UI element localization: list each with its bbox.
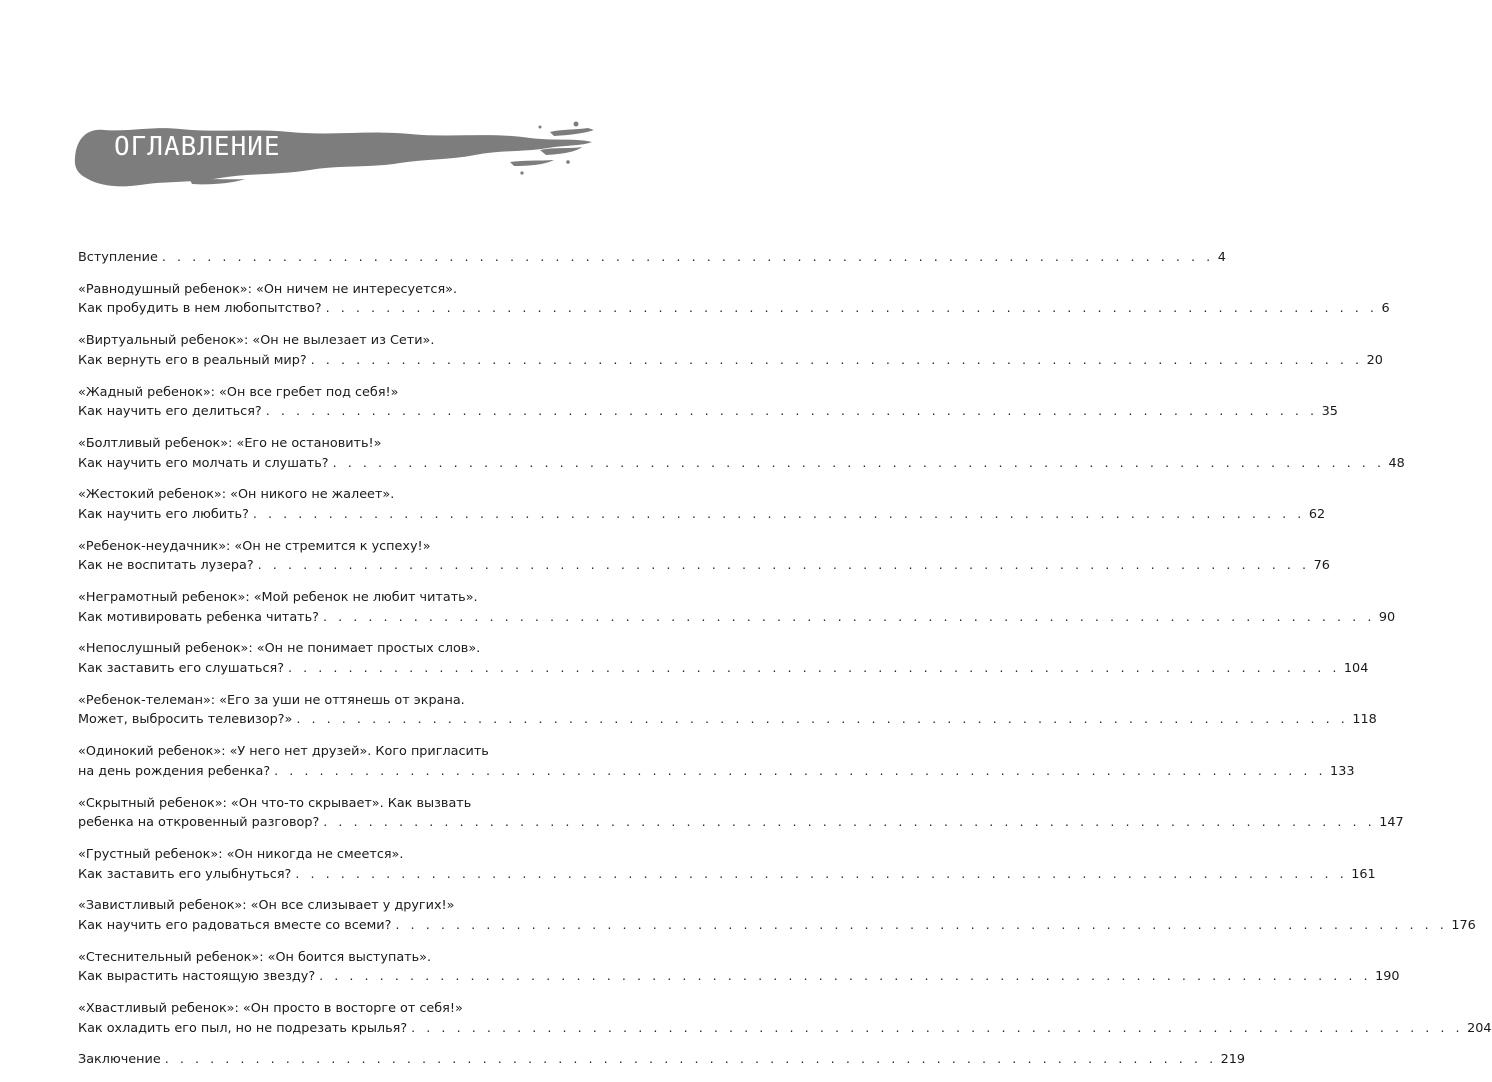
toc-entry-title-line: на день рождения ребенка?	[78, 763, 271, 779]
toc-entry[interactable]	[78, 1050, 1246, 1070]
toc-entry[interactable]	[78, 331, 1383, 370]
toc-entry-last-line	[78, 813, 1404, 833]
toc-entry-last-line	[78, 762, 1355, 782]
dot-leader: . . . . . . . . . . . . . . . . . . . . . . . . . . . . . . . . . . . . . . . . . . . . . . . . . . . . . . . . . . . . . . . . . . . . . .	[319, 969, 1372, 985]
toc-entry-title-line: Как пробудить в нем любопытство?	[78, 301, 322, 317]
toc-entry-last-line	[78, 608, 1396, 628]
toc-page-number: 147	[1379, 815, 1404, 831]
toc-entry-title-line: Как вернуть его в реальный мир?	[78, 352, 307, 368]
toc-entry[interactable]	[78, 999, 1492, 1038]
toc-entry-title-line: Вступление	[78, 250, 158, 265]
table-of-contents	[78, 248, 1492, 1082]
toc-page-number: 161	[1351, 866, 1376, 882]
toc-entry-title-line: «Виртуальный ребенок»: «Он не вылезает из Сети».	[78, 333, 435, 349]
toc-entry-title-line: «Равнодушный ребенок»: «Он ничем не интересуется».	[78, 281, 458, 297]
toc-page-number: 76	[1313, 558, 1330, 574]
toc-entry-last-line	[78, 865, 1376, 885]
dot-leader: . . . . . . . . . . . . . . . . . . . . . . . . . . . . . . . . . . . . . . . . . . . . . . . . . . . . . . . . . . . . . . . . . . . . . .	[296, 712, 1349, 728]
dot-leader: . . . . . . . . . . . . . . . . . . . . . . . . . . . . . . . . . . . . . . . . . . . . . . . . . . . . . . . . . . . . . . . . . . . . . .	[287, 661, 1340, 676]
toc-entry-title-line: «Непослушный ребенок»: «Он не понимает простых слов».	[78, 641, 481, 657]
toc-entry-last-line	[78, 351, 1383, 371]
toc-page-number: 190	[1375, 969, 1400, 985]
toc-entry-title-line: Как научить его молчать и слушать?	[78, 455, 329, 471]
toc-page-number: 133	[1330, 763, 1355, 779]
dot-leader: . . . . . . . . . . . . . . . . . . . . . . . . . . . . . . . . . . . . . . . . . . . . . . . . . . . . . . . . . . . . . . . . . . . . . .	[161, 250, 1214, 265]
toc-entry-last-line	[78, 299, 1390, 319]
toc-entry-title-line: «Ребенок-неудачник»: «Он не стремится к успеху!»	[78, 538, 431, 554]
toc-entry[interactable]	[78, 383, 1338, 422]
dot-leader: . . . . . . . . . . . . . . . . . . . . . . . . . . . . . . . . . . . . . . . . . . . . . . . . . . . . . . . . . . . . . . . . . . . . . .	[274, 763, 1327, 779]
toc-entry[interactable]	[78, 896, 1476, 935]
toc-entry[interactable]	[78, 639, 1369, 678]
toc-page-number: 48	[1388, 455, 1405, 471]
dot-leader: . . . . . . . . . . . . . . . . . . . . . . . . . . . . . . . . . . . . . . . . . . . . . . . . . . . . . . . . . . . . . . . . . . . . . .	[252, 506, 1305, 522]
toc-entry-title-line: «Неграмотный ребенок»: «Мой ребенок не любит читать».	[78, 590, 478, 606]
toc-entry[interactable]	[78, 485, 1326, 524]
toc-entry-title-line: «Скрытный ребенок»: «Он что-то скрывает». Как вызвать	[78, 795, 472, 811]
toc-page-number: 176	[1451, 917, 1476, 933]
toc-entry[interactable]	[78, 588, 1396, 627]
toc-entry[interactable]	[78, 537, 1330, 576]
toc-entry-title-line: «Жестокий ребенок»: «Он никого не жалеет».	[78, 487, 395, 503]
toc-entry-title-line: «Хвастливый ребенок»: «Он просто в восторге от себя!»	[78, 1001, 463, 1017]
toc-page-number: 219	[1220, 1052, 1246, 1068]
toc-entry-title-line: «Одинокий ребенок»: «У него нет друзей». Кого пригласить	[78, 744, 489, 760]
toc-page-number: 90	[1378, 609, 1396, 625]
dot-leader: . . . . . . . . . . . . . . . . . . . . . . . . . . . . . . . . . . . . . . . . . . . . . . . . . . . . . . . . . . . . . . . . . . . . . .	[322, 609, 1375, 625]
toc-page-number: 35	[1321, 404, 1338, 420]
toc-entry-last-line	[78, 659, 1369, 679]
toc-entry-last-line	[78, 248, 1226, 268]
toc-entry[interactable]	[78, 434, 1405, 473]
toc-entry-last-line	[78, 1050, 1246, 1070]
toc-entry[interactable]	[78, 845, 1376, 884]
toc-entry-title-line: Как заставить его улыбнуться?	[78, 866, 292, 882]
toc-page-number: 20	[1366, 352, 1383, 368]
toc-entry[interactable]	[78, 691, 1377, 730]
toc-entry-title-line: «Стеснительный ребенок»: «Он боится выступать».	[78, 949, 432, 965]
toc-entry-title-line: Как вырастить настоящую звезду?	[78, 969, 316, 985]
toc-entry[interactable]	[78, 280, 1390, 319]
toc-header	[70, 118, 600, 193]
toc-entry-title-line: Как научить его любить?	[78, 506, 249, 522]
toc-entry-last-line	[78, 916, 1476, 936]
toc-entry-title-line: Как не воспитать лузера?	[78, 558, 254, 574]
toc-entry-title-line: «Жадный ребенок»: «Он все гребет под себя!»	[78, 384, 399, 400]
toc-entry-title-line: Как научить его радоваться вместе со всеми?	[78, 917, 392, 933]
page-title: ОГЛАВЛЕНИЕ	[114, 132, 281, 162]
toc-entry-title-line: Заключение	[78, 1052, 161, 1068]
dot-leader: . . . . . . . . . . . . . . . . . . . . . . . . . . . . . . . . . . . . . . . . . . . . . . . . . . . . . . . . . . . . . . . . . . . . . .	[265, 404, 1318, 420]
toc-entry-title-line: Как заставить его слушаться?	[78, 661, 284, 676]
toc-entry-last-line	[78, 967, 1400, 987]
dot-leader: . . . . . . . . . . . . . . . . . . . . . . . . . . . . . . . . . . . . . . . . . . . . . . . . . . . . . . . . . . . . . . . . . . . . . .	[257, 558, 1310, 574]
toc-page-number: 4	[1217, 250, 1226, 265]
toc-entry-last-line	[78, 710, 1377, 730]
dot-leader: . . . . . . . . . . . . . . . . . . . . . . . . . . . . . . . . . . . . . . . . . . . . . . . . . . . . . . . . . . . . . . . . . . . . . .	[310, 352, 1363, 368]
toc-entry-last-line	[78, 402, 1338, 422]
dot-leader: . . . . . . . . . . . . . . . . . . . . . . . . . . . . . . . . . . . . . . . . . . . . . . . . . . . . . . . . . . . . . . . . . . . . . .	[323, 815, 1376, 831]
dot-leader: . . . . . . . . . . . . . . . . . . . . . . . . . . . . . . . . . . . . . . . . . . . . . . . . . . . . . . . . . . . . . . . . . . . . . .	[332, 455, 1385, 471]
toc-entry[interactable]	[78, 248, 1226, 268]
toc-entry[interactable]	[78, 948, 1400, 987]
toc-entry-title-line: «Болтливый ребенок»: «Его не остановить!»	[78, 435, 382, 451]
toc-entry-last-line	[78, 454, 1405, 474]
toc-entry-last-line	[78, 556, 1330, 576]
toc-entry-title-line: ребенка на откровенный разговор?	[78, 815, 320, 831]
toc-entry-title-line: Как научить его делиться?	[78, 404, 262, 420]
dot-leader: . . . . . . . . . . . . . . . . . . . . . . . . . . . . . . . . . . . . . . . . . . . . . . . . . . . . . . . . . . . . . . . . . . . . . .	[295, 866, 1348, 882]
toc-page-number: 204	[1467, 1020, 1492, 1036]
toc-page-number: 118	[1352, 712, 1377, 728]
toc-entry-last-line	[78, 505, 1326, 525]
toc-page-number: 104	[1343, 661, 1369, 676]
dot-leader: . . . . . . . . . . . . . . . . . . . . . . . . . . . . . . . . . . . . . . . . . . . . . . . . . . . . . . . . . . . . . . . . . . . . . .	[164, 1052, 1217, 1068]
toc-page-number: 6	[1381, 301, 1390, 317]
toc-entry-title-line: «Ребенок-телеман»: «Его за уши не оттянешь от экрана.	[78, 692, 465, 708]
toc-entry-title-line: «Завистливый ребенок»: «Он все слизывает у других!»	[78, 898, 455, 914]
toc-page-number: 62	[1308, 506, 1326, 522]
toc-entry[interactable]	[78, 794, 1404, 833]
toc-entry-title-line: Как охладить его пыл, но не подрезать крылья?	[78, 1020, 408, 1036]
dot-leader: . . . . . . . . . . . . . . . . . . . . . . . . . . . . . . . . . . . . . . . . . . . . . . . . . . . . . . . . . . . . . . . . . . . . . .	[395, 917, 1448, 933]
toc-entry[interactable]	[78, 742, 1355, 781]
dot-leader: . . . . . . . . . . . . . . . . . . . . . . . . . . . . . . . . . . . . . . . . . . . . . . . . . . . . . . . . . . . . . . . . . . . . . .	[325, 301, 1378, 317]
toc-entry-last-line	[78, 1019, 1492, 1039]
toc-entry-title-line: Как мотивировать ребенка читать?	[78, 609, 319, 625]
toc-entry-title-line: Может, выбросить телевизор?»	[78, 712, 293, 728]
dot-leader: . . . . . . . . . . . . . . . . . . . . . . . . . . . . . . . . . . . . . . . . . . . . . . . . . . . . . . . . . . . . . . . . . . . . . .	[411, 1020, 1464, 1036]
toc-entry-title-line: «Грустный ребенок»: «Он никогда не смеется».	[78, 846, 404, 862]
